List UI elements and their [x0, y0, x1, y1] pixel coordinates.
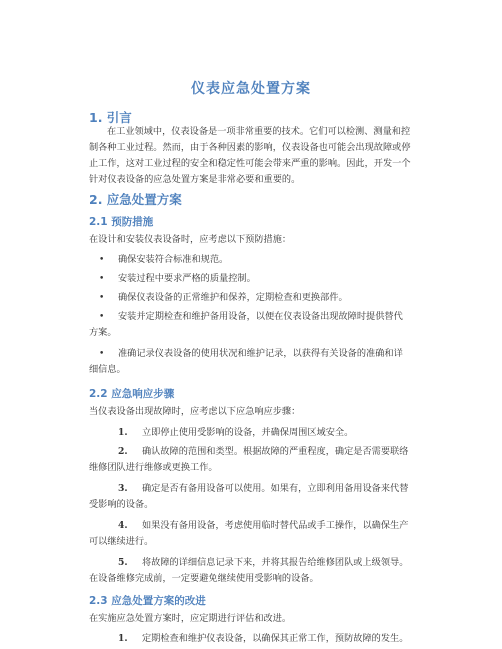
- bullet-item: [89, 290, 411, 306]
- step-text: 如果没有备用设备，考虑使用临时替代品或手工操作，以确保生产可以继续进行。: [89, 520, 409, 547]
- bullet-text: 准确记录仪表设备的使用状况和维护记录，以获得有关设备的准确和详细信息。: [89, 348, 403, 375]
- step-number: 3.: [118, 483, 128, 494]
- subsection-heading-response-steps: 2.2 应急响应步骤: [89, 388, 175, 400]
- bullet-text: 安装过程中要求严格的质量控制。: [118, 273, 256, 284]
- bullet-item: [89, 252, 411, 268]
- step-number: 2.: [118, 446, 128, 457]
- bullet-mark: •: [99, 312, 105, 322]
- bullet-text: 安装并定期检查和维护备用设备，以便在仪表设备出现故障时提供替代方案。: [89, 311, 403, 338]
- numbered-step: [89, 631, 411, 647]
- numbered-step: [89, 481, 411, 513]
- section-heading-emergency-plan: 2. 应急处置方案: [89, 192, 182, 207]
- subsection-heading-prevention: 2.1 预防措施: [89, 216, 154, 228]
- numbered-step: [89, 518, 411, 550]
- numbered-step: [89, 444, 411, 476]
- section-heading-introduction: 1. 引言: [89, 110, 132, 125]
- bullet-mark: •: [99, 255, 105, 265]
- numbered-step: [89, 425, 411, 441]
- subsection-heading-improvement: 2.3 应急处置方案的改进: [89, 595, 206, 607]
- bullet-mark: •: [99, 293, 105, 303]
- prevention-lead: 在设计和安装仪表设备时，应考虑以下预防措施：: [89, 234, 292, 245]
- introduction-paragraph: 在工业领域中，仪表设备是一项非常重要的技术。它们可以检测、测量和控制各种工业过程。然而，由于各种因素的影响，仪表设备也可能会出现故障或停止工作，这对工业过程的安全和稳定性可能会带来严重的影响。因此，开发一个针对仪表设备的应急处置方案是非常必要和重要的。: [89, 126, 411, 185]
- step-text: 将故障的详细信息记录下来，并将其报告给维修团队或上级领导。在设备维修完成前，一定要避免继续使用受影响的设备。: [89, 557, 409, 584]
- bullet-item: [89, 309, 411, 341]
- bullet-mark: •: [99, 349, 105, 359]
- response-lead: 当仪表设备出现故障时，应考虑以下应急响应步骤：: [89, 406, 301, 417]
- numbered-step: [89, 555, 411, 587]
- improvement-lead: 在实施应急处置方案时，应定期进行评估和改进。: [89, 613, 292, 624]
- bullet-text: 确保安装符合标准和规范。: [118, 254, 229, 265]
- document-title: 仪表应急处置方案: [191, 81, 311, 97]
- step-number: 1.: [118, 633, 128, 644]
- step-text: 立即停止使用受影响的设备，并确保周围区域安全。: [142, 427, 354, 438]
- step-text: 定期检查和维护仪表设备，以确保其正常工作，预防故障的发生。: [142, 633, 409, 644]
- step-number: 5.: [118, 557, 128, 568]
- step-text: 确定是否有备用设备可以使用。如果有，立即利用备用设备来代替受影响的设备。: [89, 483, 409, 510]
- bullet-item: [89, 346, 411, 378]
- bullet-text: 确保仪表设备的正常维护和保养，定期检查和更换部件。: [118, 292, 348, 303]
- bullet-item: [89, 271, 411, 287]
- step-number: 1.: [118, 427, 128, 438]
- step-number: 4.: [118, 520, 128, 531]
- step-text: 确认故障的范围和类型。根据故障的严重程度，确定是否需要联络维修团队进行维修或更换工作。: [89, 446, 409, 473]
- bullet-mark: •: [99, 274, 105, 284]
